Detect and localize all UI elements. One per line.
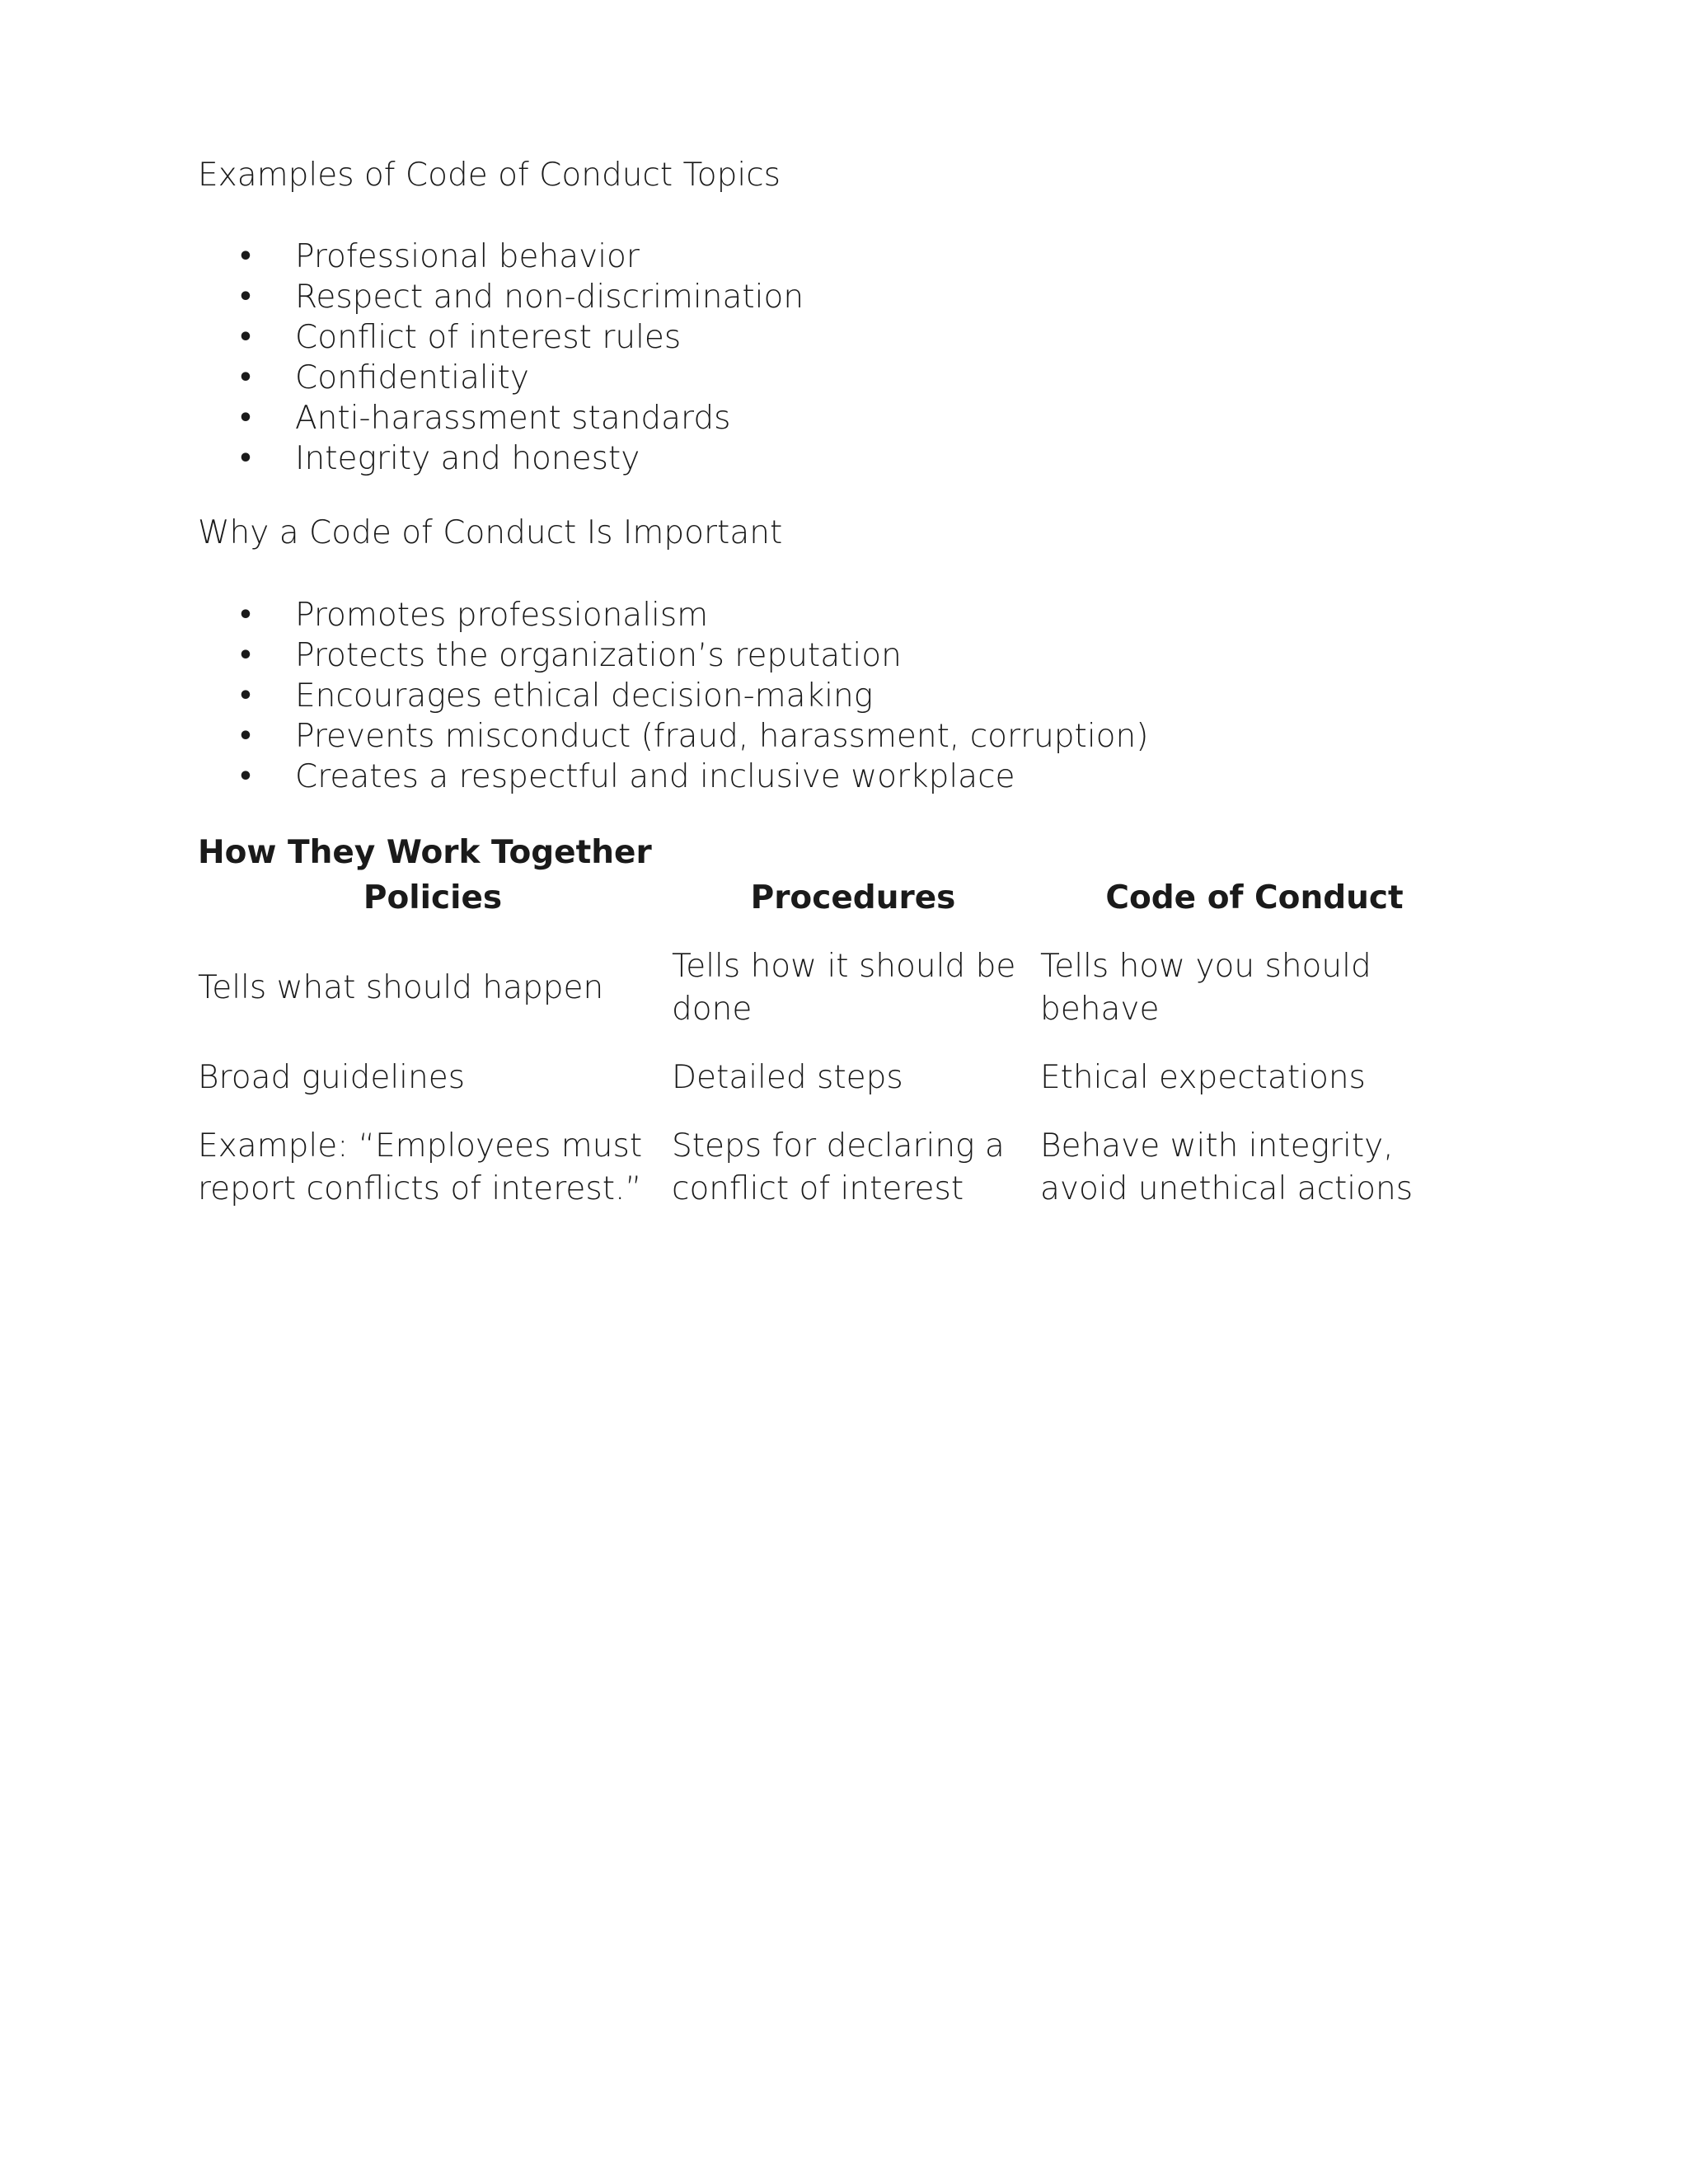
bullet-icon: • (237, 641, 254, 670)
section-heading-topics: Examples of Code of Conduct Topics (198, 157, 781, 194)
table-cell: Steps for declaring a conflict of interest (672, 1127, 1005, 1207)
list-item: • Protects the organization’s reputation (237, 637, 902, 674)
section-heading-importance: Why a Code of Conduct Is Important (198, 514, 783, 551)
table-cell: Broad guidelines (198, 1059, 466, 1096)
bullet-icon: • (237, 404, 254, 433)
table-cell: Tells how you should behave (1040, 948, 1372, 1028)
list-item: • Professional behavior (237, 238, 640, 275)
table-cell: Tells what should happen (198, 969, 604, 1006)
table-cell: Behave with integrity, avoid unethical actions (1040, 1127, 1414, 1207)
list-item: • Prevents misconduct (fraud, harassment, corruption) (237, 718, 1149, 755)
list-item: • Creates a respectful and inclusive workplace (237, 758, 1015, 795)
list-item: • Promotes professionalism (237, 597, 709, 634)
bullet-icon: • (237, 363, 254, 392)
topics-list (237, 237, 804, 479)
bullet-icon: • (237, 444, 254, 473)
table-cell: Example: “Employees must report conflicts of interest.” (198, 1127, 643, 1207)
bullet-icon: • (237, 283, 254, 312)
table-cell: Ethical expectations (1040, 1059, 1366, 1096)
list-item: • Confidentiality (237, 359, 529, 396)
bullet-icon: • (237, 323, 254, 352)
bullet-icon: • (237, 722, 254, 751)
list-item: • Encourages ethical decision-making (237, 677, 874, 715)
column-header-procedures: Procedures (750, 879, 956, 916)
bullet-icon: • (237, 242, 254, 271)
importance-list (237, 595, 1148, 797)
bullet-icon: • (237, 762, 254, 791)
table-cell: Tells how it should be done (672, 948, 1016, 1028)
column-header-code-of-conduct: Code of Conduct (1105, 879, 1404, 916)
bullet-icon: • (237, 682, 254, 710)
list-item: • Conflict of interest rules (237, 319, 682, 356)
comparison-heading: How They Work Together (198, 834, 652, 871)
list-item: • Respect and non-discrimination (237, 279, 804, 316)
list-item: • Anti-harassment standards (237, 400, 731, 437)
table-cell: Detailed steps (672, 1059, 903, 1096)
bullet-icon: • (237, 601, 254, 630)
list-item: • Integrity and honesty (237, 440, 640, 477)
column-header-policies: Policies (363, 879, 503, 916)
